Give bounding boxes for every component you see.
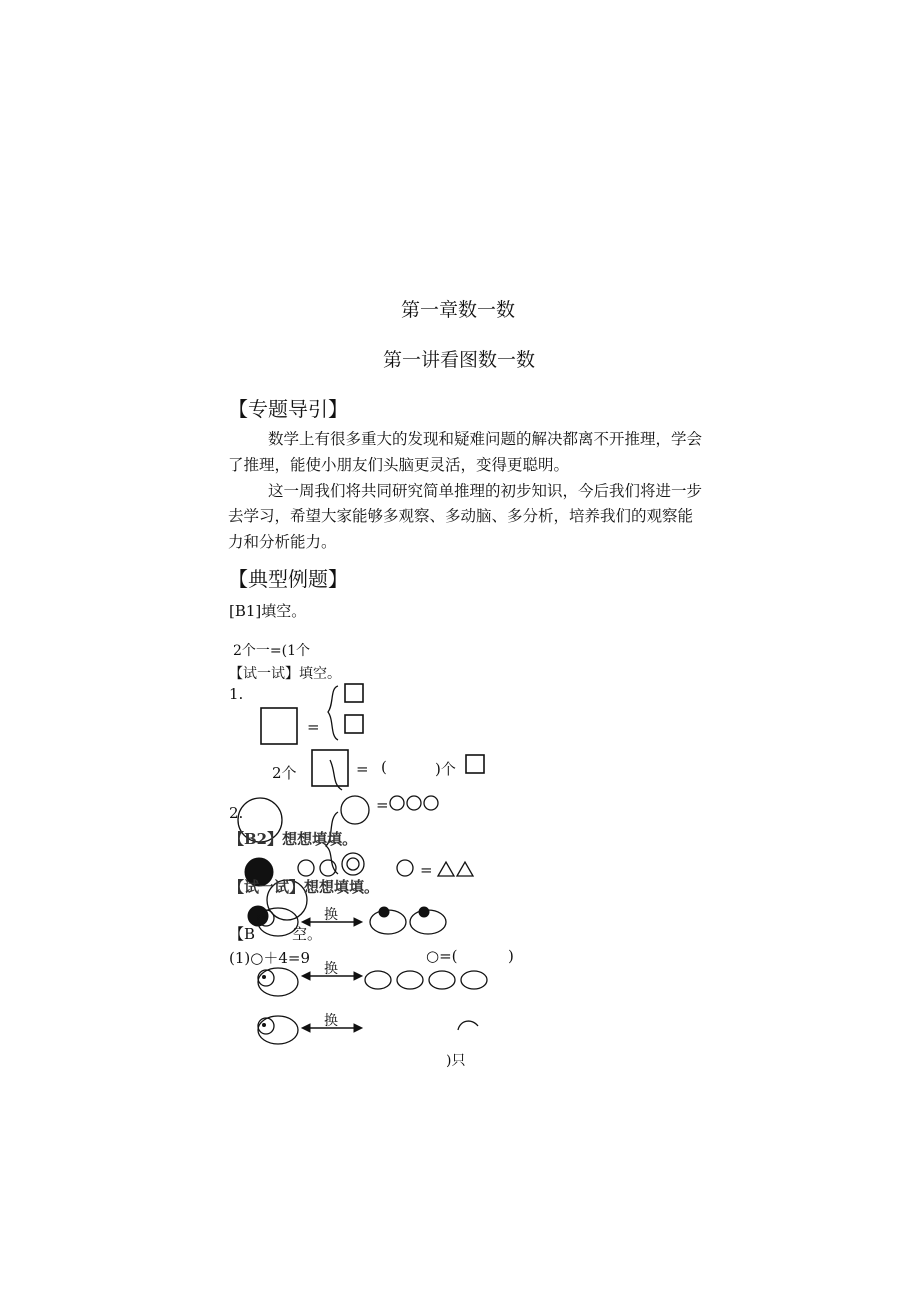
- exchange-label-2: 换: [324, 961, 338, 977]
- dog-icon: [410, 907, 446, 934]
- equals-sign-3: =: [376, 796, 389, 814]
- section-heading-intro: 【专题导引】: [228, 397, 348, 421]
- intro-paragraph-1-line-2: 了推理，能使小朋友们头脑更灵活，变得更聪明。: [228, 456, 570, 474]
- dog-icon: [461, 971, 487, 989]
- equals-sign-4: =: [420, 861, 433, 879]
- exchange-label-1: 换: [324, 907, 338, 923]
- pig-icon: [258, 1016, 298, 1044]
- item-1-number: 1.: [229, 685, 244, 703]
- dog-icon: [429, 971, 455, 989]
- dog-icon: [365, 971, 391, 989]
- chapter-title: 第一章数一数: [401, 299, 516, 321]
- dog-icon-partial: [458, 1021, 478, 1030]
- answer-paren-open: (: [381, 758, 387, 776]
- dog-icon: [397, 971, 423, 989]
- lesson-title: 第一讲看图数一数: [383, 349, 536, 371]
- try-it-2-label: 【试一试】想想填填。: [229, 878, 380, 896]
- unit-zhi-label: )只: [446, 1053, 466, 1069]
- question-1: (1)○＋4=9: [229, 949, 310, 967]
- example-b1-line: 2个一=(1个: [233, 643, 311, 659]
- item-2-number: 2.: [229, 804, 244, 822]
- example-b1-label: [B1]填空。: [229, 602, 307, 620]
- pig-icon: [258, 968, 298, 996]
- equals-sign-2: =: [356, 760, 369, 778]
- dog-icon: [370, 907, 406, 934]
- intro-paragraph-2-line-1: 这一周我们将共同研究简单推理的初步知识，今后我们将进一步: [268, 482, 703, 500]
- intro-paragraph-2-line-3: 力和分析能力。: [228, 533, 337, 551]
- example-b2-label: 【B2】想想填填。: [229, 830, 358, 848]
- example-b3-fragment: 空。: [292, 925, 323, 943]
- pig-icon: [258, 908, 298, 936]
- intro-paragraph-1-line-1: 数学上有很多重大的发现和疑难问题的解决都离不开推理，学会: [268, 430, 703, 448]
- try-it-1-label: 【试一试】填空。: [229, 666, 341, 682]
- section-heading-examples: 【典型例题】: [228, 567, 348, 591]
- equals-sign-1: =: [307, 718, 320, 736]
- two-count-label: 2个: [272, 764, 297, 782]
- question-1-answer: ○=(: [426, 947, 458, 965]
- exchange-label-3: 换: [324, 1013, 338, 1029]
- answer-paren-close: )个: [435, 760, 456, 778]
- intro-paragraph-2-line-2: 去学习，希望大家能够多观察、多动脑、多分析，培养我们的观察能: [228, 507, 694, 525]
- example-b3-prefix: 【B: [229, 925, 256, 943]
- question-1-answer-close: ): [508, 947, 514, 965]
